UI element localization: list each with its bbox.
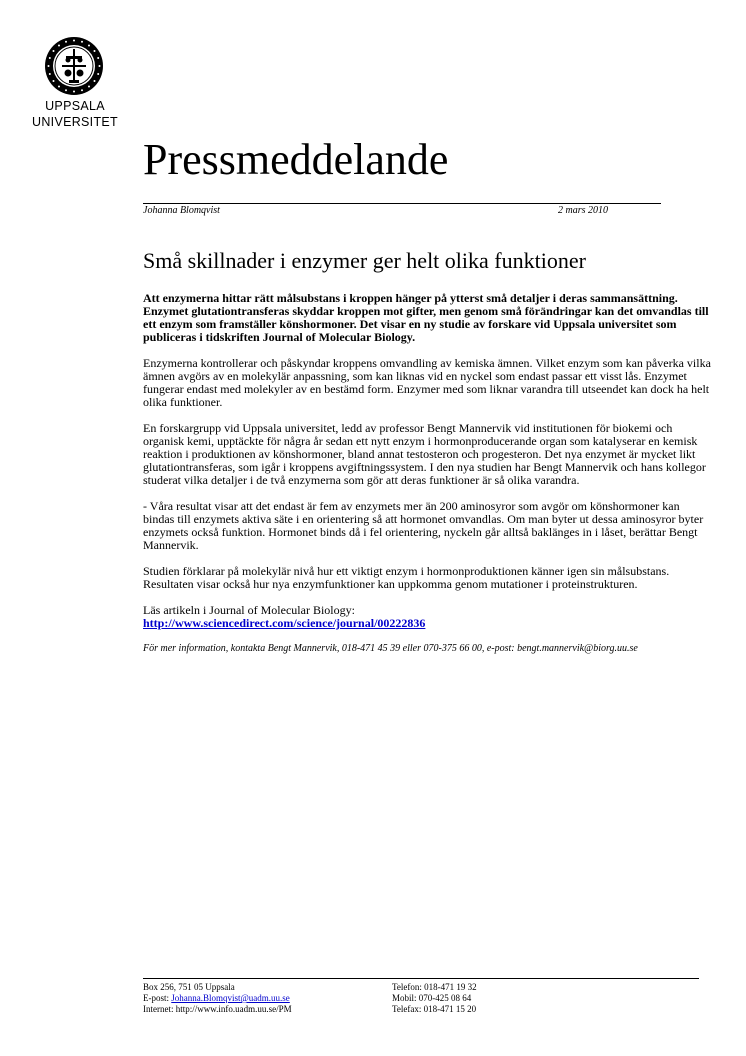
footer-address: Box 256, 751 05 Uppsala [143, 982, 235, 992]
university-name-line1: UPPSALA [45, 99, 105, 113]
footer-email-link[interactable]: Johanna.Blomqvist@uadm.uu.se [171, 993, 290, 1003]
footer-mobile: Mobil: 070-425 08 64 [392, 993, 472, 1003]
article-body [143, 292, 713, 668]
footer-phone: Telefon: 018-471 19 32 [392, 982, 477, 992]
footer-divider [143, 978, 699, 979]
release-date: 2 mars 2010 [558, 205, 609, 216]
article-paragraph-3: - Våra resultat visar att det endast är fem av enzymets mer än 200 aminosyror som avgör om könshormoner kan bindas till enzymets aktiva säte i en orientering så att hormonet omvandlas. Om man byter ut dessa aminosyror byter enzymets också funktion. Hormonet binds då i fel orientering, nyckeln går alltså baklänges in i låset, berättar Bengt Mannervik. [143, 499, 704, 552]
footer-fax: Telefax: 018-471 15 20 [392, 1004, 477, 1014]
contact-info: För mer information, kontakta Bengt Mannervik, 018-471 45 39 eller 070-375 66 00, e-post: bengt.mannervik@biorg.uu.se [143, 643, 638, 654]
article-paragraph-1: Enzymerna kontrollerar och påskyndar kroppens omvandling av kemiska ämnen. Vilket enzym som kan påverka vilka ämnen avgörs av en molekylär anpassning, som kan liknas vid en nyckel som endast passar ett visst lås. Enzymet fungerar endast med molekyler av en bestämd form. Enzymer med som liknar varandra till utseendet kan dock ha helt olika funktioner. [143, 356, 711, 409]
university-seal-icon [44, 36, 104, 96]
university-name-line2: UNIVERSITET [32, 115, 118, 129]
footer-internet: Internet: http://www.info.uadm.uu.se/PM [143, 1004, 292, 1014]
university-name [0, 98, 150, 130]
header-divider [143, 203, 661, 204]
footer-phone-block [392, 982, 477, 1015]
article-lead: Att enzymerna hittar rätt målsubstans i kroppen hänger på ytterst små detaljer i deras sammansättning. Enzymet glutationtransferas skyddar kroppen mot gifter, men genom små förändringar kan det omvandlas till ett enzym som framställer könshormoner. Det visar en ny studie av forskare vid Uppsala universitet som publiceras i tidskriften Journal of Molecular Biology. [143, 291, 709, 344]
article-paragraph-2: En forskargrupp vid Uppsala universitet, ledd av professor Bengt Mannervik vid institutionen för biokemi och organisk kemi, upptäckte för några år sedan ett nytt enzym i hormonproducerande organ som katalyserar en kemisk reaktion i produktionen av könshormoner, bland annat testosteron och progesteron. Det nya enzymet är mycket likt glutationtransferas, som igår i kroppens avgiftningssystem. I den nya studien har Bengt Mannervik och hans kollegor studerat vilka detaljer i de två enzymerna som gör att deras funktioner är så olika varandra. [143, 421, 706, 487]
author-name: Johanna Blomqvist [143, 205, 220, 216]
document-type-title: Pressmeddelande [143, 135, 449, 184]
footer-email-row [143, 993, 292, 1004]
journal-link[interactable]: http://www.sciencedirect.com/science/journal/00222836 [143, 616, 426, 630]
footer-email-label: E-post: [143, 993, 169, 1003]
footer-address-block [143, 982, 292, 1015]
article-paragraph-4: Studien förklarar på molekylär nivå hur ett viktigt enzym i hormonproduktionen känner igen sin målsubstans. Resultaten visar också hur nya enzymfunktioner kan uppkomma genom mutationer i proteinstrukturen. [143, 564, 670, 591]
article-headline: Små skillnader i enzymer ger helt olika funktioner [143, 248, 586, 273]
read-more [143, 604, 713, 630]
read-more-label: Läs artikeln i Journal of Molecular Biology: [143, 603, 355, 617]
